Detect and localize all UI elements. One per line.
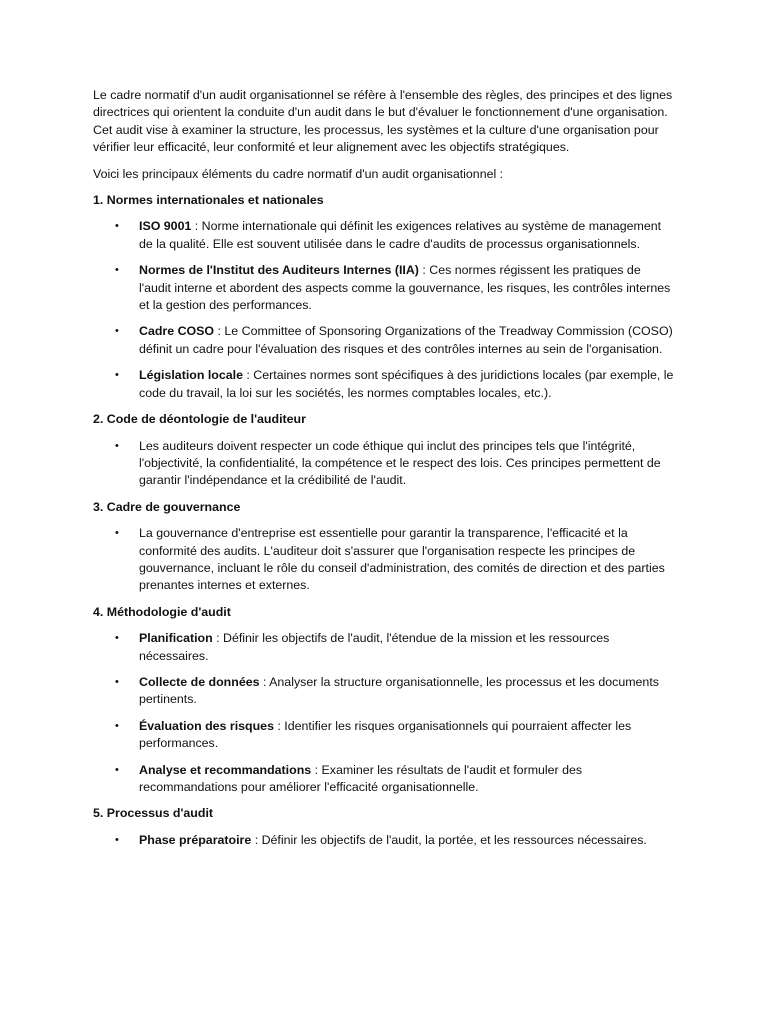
document-body [93, 87, 675, 858]
item-text: : Le Committee of Sponsoring Organizations of the Treadway Commission (COSO) définit un cadre pour l'évaluation des risques et des contrôles internes au sein de l'organisation. [139, 324, 673, 356]
list-item [93, 367, 675, 402]
bullet-icon: • [115, 369, 119, 382]
item-text: : Définir les objectifs de l'audit, l'étendue de la mission et les ressources nécessaires. [139, 631, 610, 663]
section-heading: 1. Normes internationales et nationales [93, 193, 324, 208]
section-heading: 5. Processus d'audit [93, 806, 214, 821]
item-term: Cadre COSO [139, 324, 215, 339]
item-term: Phase préparatoire [139, 832, 252, 847]
item-term: Évaluation des risques [139, 718, 274, 733]
lead-paragraph: Voici les principaux éléments du cadre normatif d'un audit organisationnel : [93, 166, 504, 181]
item-text: : Définir les objectifs de l'audit, la portée, et les ressources nécessaires. [251, 832, 647, 847]
item-term: Analyse et recommandations [139, 762, 312, 777]
item-text: : Certaines normes sont spécifiques à des juridictions locales (par exemple, le code du travail, la loi sur les sociétés, les normes comptables locales, etc.). [139, 368, 674, 400]
bullet-list [93, 832, 675, 849]
bullet-list [93, 525, 675, 595]
bullet-icon: • [115, 325, 119, 338]
item-text: : Examiner les résultats de l'audit et formuler des recommandations pour améliorer l'efficacité organisationnelle. [139, 762, 583, 794]
list-item [93, 762, 675, 797]
bullet-icon: • [115, 833, 119, 846]
intro-paragraph: Le cadre normatif d'un audit organisationnel se réfère à l'ensemble des règles, des principes et des lignes directrices qui orientent la conduite d'un audit dans le but d'évaluer le fonctionnement d'une organisation. Cet audit vise à examiner la structure, les processus, les systèmes et la culture d'une organisation pour vérifier leur efficacité, leur conformité et leur alignement avec les objectifs stratégiques. [93, 88, 673, 155]
sections-container [93, 192, 675, 849]
bullet-icon: • [115, 763, 119, 776]
bullet-icon: • [115, 527, 119, 540]
list-item [93, 438, 675, 490]
bullet-list [93, 630, 675, 796]
section-heading: 2. Code de déontologie de l'auditeur [93, 412, 306, 427]
list-item [93, 262, 675, 314]
bullet-icon: • [115, 220, 119, 233]
item-text: : Analyser la structure organisationnelle, les processus et les documents pertinents. [139, 674, 659, 707]
list-item [93, 674, 675, 709]
bullet-icon: • [115, 632, 119, 645]
item-text: : Ces normes régissent les pratiques de l'audit interne et abordent des aspects comme la gouvernance, les risques, les contrôles internes et la gestion des performances. [139, 263, 671, 313]
bullet-list [93, 438, 675, 490]
list-item [93, 630, 675, 665]
item-text: Les auditeurs doivent respecter un code éthique qui inclut des principes tels que l'intégrité, l'objectivité, la confidentialité, la compétence et le respect des lois. Ces principes permettent de garantir l'indépendance et la crédibilité de l'audit. [139, 438, 661, 488]
list-item [93, 718, 675, 753]
item-text: : Norme internationale qui définit les exigences relatives au système de management de la qualité. Elle est souvent utilisée dans le cadre d'audits de processus organisationnels. [139, 219, 662, 251]
bullet-list [93, 218, 675, 402]
bullet-icon: • [115, 675, 119, 688]
list-item [93, 832, 675, 849]
item-term: ISO 9001 [139, 219, 192, 234]
item-term: Normes de l'Institut des Auditeurs Internes (IIA) [139, 263, 419, 278]
list-item [93, 525, 675, 595]
item-term: Législation locale [139, 368, 243, 383]
section-heading: 4. Méthodologie d'audit [93, 604, 231, 619]
item-term: Planification [139, 631, 213, 646]
list-item [93, 323, 675, 358]
bullet-icon: • [115, 264, 119, 277]
item-term: Collecte de données [139, 674, 260, 689]
section-heading: 3. Cadre de gouvernance [93, 499, 241, 514]
bullet-icon: • [115, 439, 119, 452]
list-item [93, 218, 675, 253]
item-text: La gouvernance d'entreprise est essentielle pour garantir la transparence, l'efficacité et la conformité des audits. L'auditeur doit s'assurer que l'organisation respecte les principes de gouvernance, incluant le rôle du conseil d'administration, des comités de direction et des parties prenantes internes et externes. [139, 526, 665, 593]
bullet-icon: • [115, 719, 119, 732]
item-text: : Identifier les risques organisationnels qui pourraient affecter les performances. [139, 718, 632, 751]
